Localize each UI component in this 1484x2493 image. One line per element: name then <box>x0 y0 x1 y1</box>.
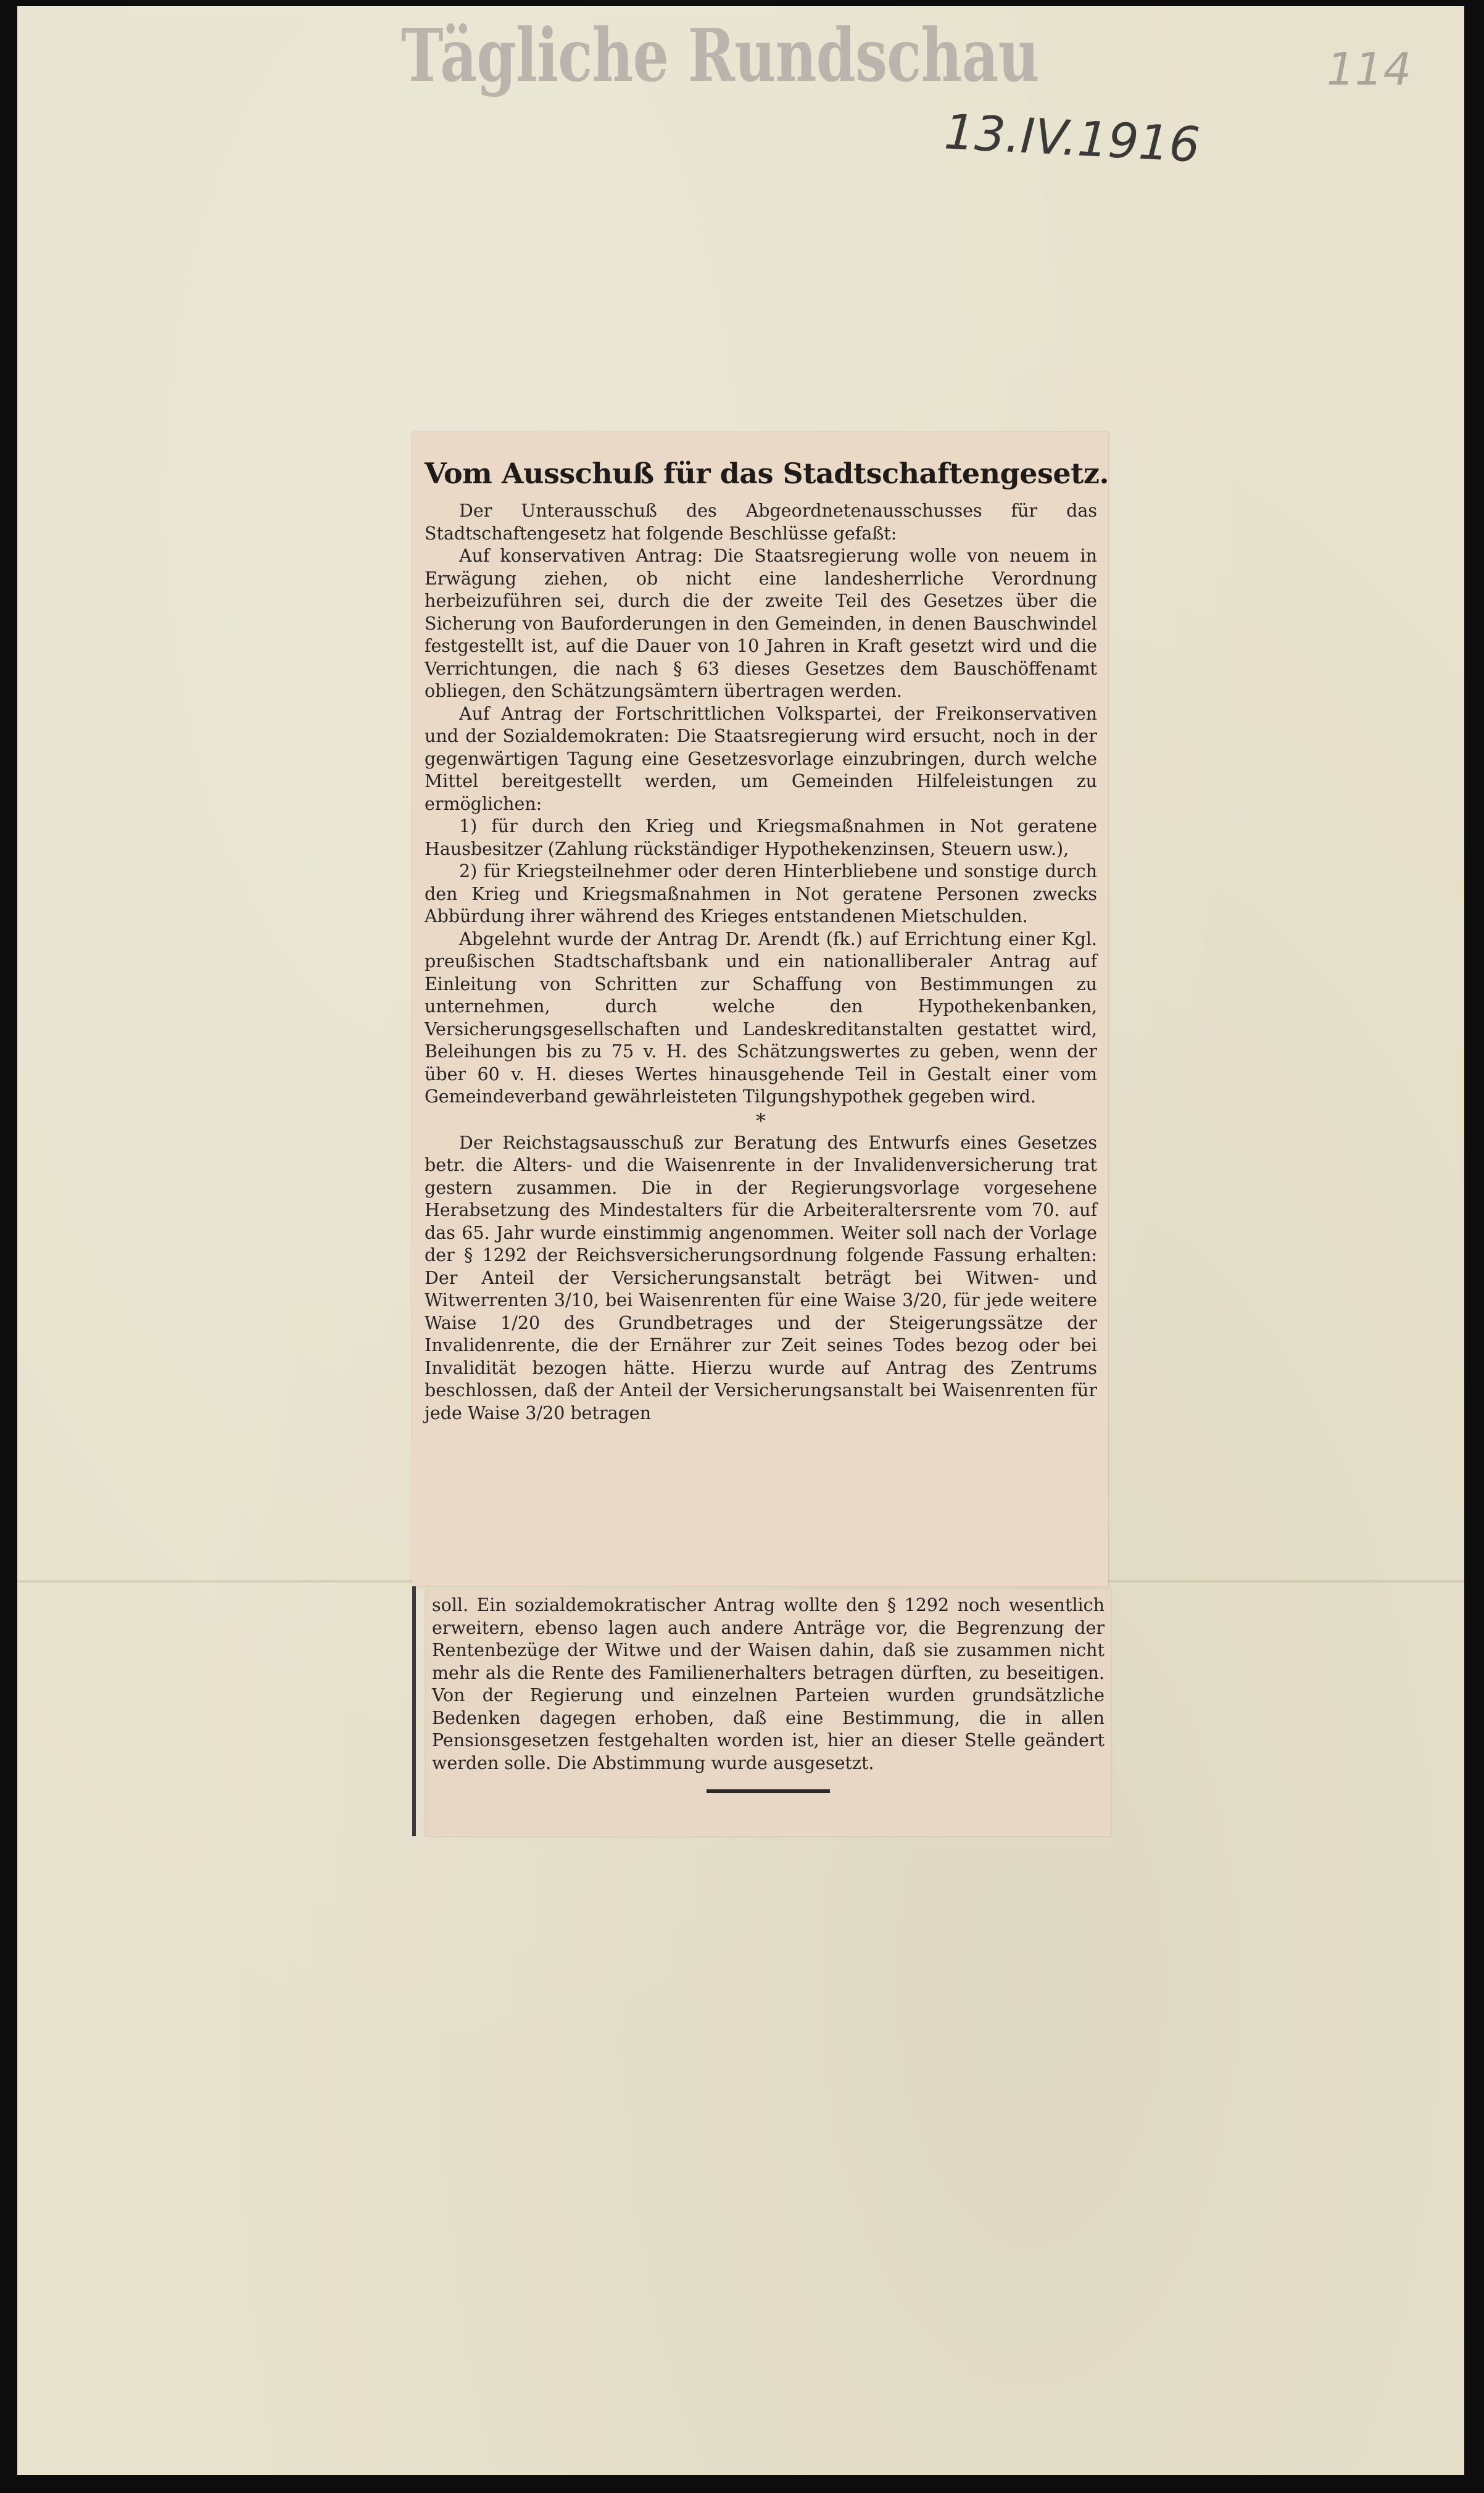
paragraph-continuation: soll. Ein sozialdemokratischer Antrag wollte den § 1292 noch wesentlich erweitern, ebenso lagen auch andere Anträge vor, die Begrenzung der Rentenbezüge der Witwe und der Waisen dahin, daß sie zusammen nicht mehr als die Rente des Familienerhalters betragen dürften, zu beseitigen. Von der Regierung und einzelnen Parteien wurden grundsätzliche Bedenken dagegen erhoben, daß eine Bestimmung, die in allen Pensionsgesetzen festgehalten worden ist, hier an dieser Stelle geändert werden solle. Die Abstimmung wurde ausgesetzt. <box>432 1595 1105 1773</box>
list-item-homeowners: 1) für durch den Krieg und Kriegsmaßnahmen in Not geratene Hausbesitzer (Zahlung rückständiger Hypothekenzinsen, Steuern usw.), <box>425 816 1097 859</box>
paragraph-conservative-motion: Auf konservativen Antrag: Die Staatsregierung wolle von neuem in Erwägung ziehen, ob nicht eine landesherrliche Verordnung herbeizuführen sei, durch die der zweite Teil des Gesetzes über die Sicherung von Bauforderungen in den Gemeinden, in denen Bauschwindel festgestellt ist, auf die Dauer von 10 Jahren in Kraft gesetzt wird und die Verrichtungen, die nach § 63 dieses Gesetzes dem Bauschöffenamt obliegen, den Schätzungsämtern übertragen werden. <box>425 546 1097 701</box>
list-item-war-participants: 2) für Kriegsteilnehmer oder deren Hinterbliebene und sonstige durch den Krieg und Kriegsmaßnahmen in Not geratene Personen zwecks Abbürdung ihrer während des Krieges entstandenen Mietschulden. <box>425 861 1097 926</box>
paragraph-joint-motion: Auf Antrag der Fortschrittlichen Volkspartei, der Freikonservativen und der Sozialdemokraten: Die Staatsregierung wird ersucht, noch in der gegenwärtigen Tagung eine Gesetzesvorlage einzubringen, durch welche Mittel bereitgestellt werden, um Gemeinden Hilfeleistungen zu ermöglichen: <box>425 703 1097 814</box>
clipping-body <box>425 457 1109 1425</box>
handwritten-date: 13.IV.1916 <box>942 104 1201 173</box>
paragraph-rejected: Abgelehnt wurde der Antrag Dr. Arendt (fk.) auf Errichtung einer Kgl. preußischen Stadtschaftsbank und ein nationalliberaler Antrag auf Einleitung von Schritten zur Schaffung von Bestimmungen zu unternehmen, durch welche den Hypothekenbanken, Versicherungsgesellschaften und Landeskreditanstalten gestattet wird, Beleihungen bis zu 75 v. H. des Schätzungswertes zu geben, wenn der über 60 v. H. dieses Wertes hinausgehende Teil in Gestalt einer vom Gemeindeverband gewährleisteten Tilgungshypothek gegeben wird. <box>425 928 1097 1107</box>
paragraph-intro: Der Unterausschuß des Abgeordnetenausschusses für das Stadtschaftengesetz hat folgende Beschlüsse gefaßt: <box>425 501 1097 544</box>
clipping-continuation-body <box>432 1594 1105 1793</box>
newspaper-stamp: Tägliche Rundschau <box>401 12 1039 98</box>
section-separator: * <box>756 1109 766 1133</box>
end-rule <box>707 1789 830 1793</box>
page-number: 114 <box>1327 43 1412 95</box>
article-headline: Vom Ausschuß für das Stadtschaftengesetz. <box>425 457 1109 490</box>
paragraph-reichstag-committee: Der Reichstagsausschuß zur Beratung des Entwurfs eines Gesetzes betr. die Alters- und die Waisenrente in der Invalidenversicherung trat gestern zusammen. Die in der Regierungsvorlage vorgesehene Herabsetzung des Mindestalters für die Arbeiteraltersrente vom 70. auf das 65. Jahr wurde einstimmig angenommen. Weiter soll nach der Vorlage der § 1292 der Reichsversicherungsordnung folgende Fassung erhalten: Der Anteil der Versicherungsanstalt beträgt bei Witwen- und Witwerrenten 3/10, bei Waisenrenten für eine Waise 3/20, für jede weitere Waise 1/20 des Grundbetrages und der Steigerungssätze der Invalidenrente, die der Ernährer zur Zeit seines Todes bezog oder bei Invalidität bezogen hätte. Hierzu wurde auf Antrag des Zentrums beschlossen, daß der Anteil der Versicherungsanstalt bei Waisenrenten für jede Waise 3/20 betragen <box>425 1132 1097 1423</box>
newspaper-clipping <box>412 432 1108 1586</box>
newspaper-clipping-continuation <box>426 1589 1111 1836</box>
